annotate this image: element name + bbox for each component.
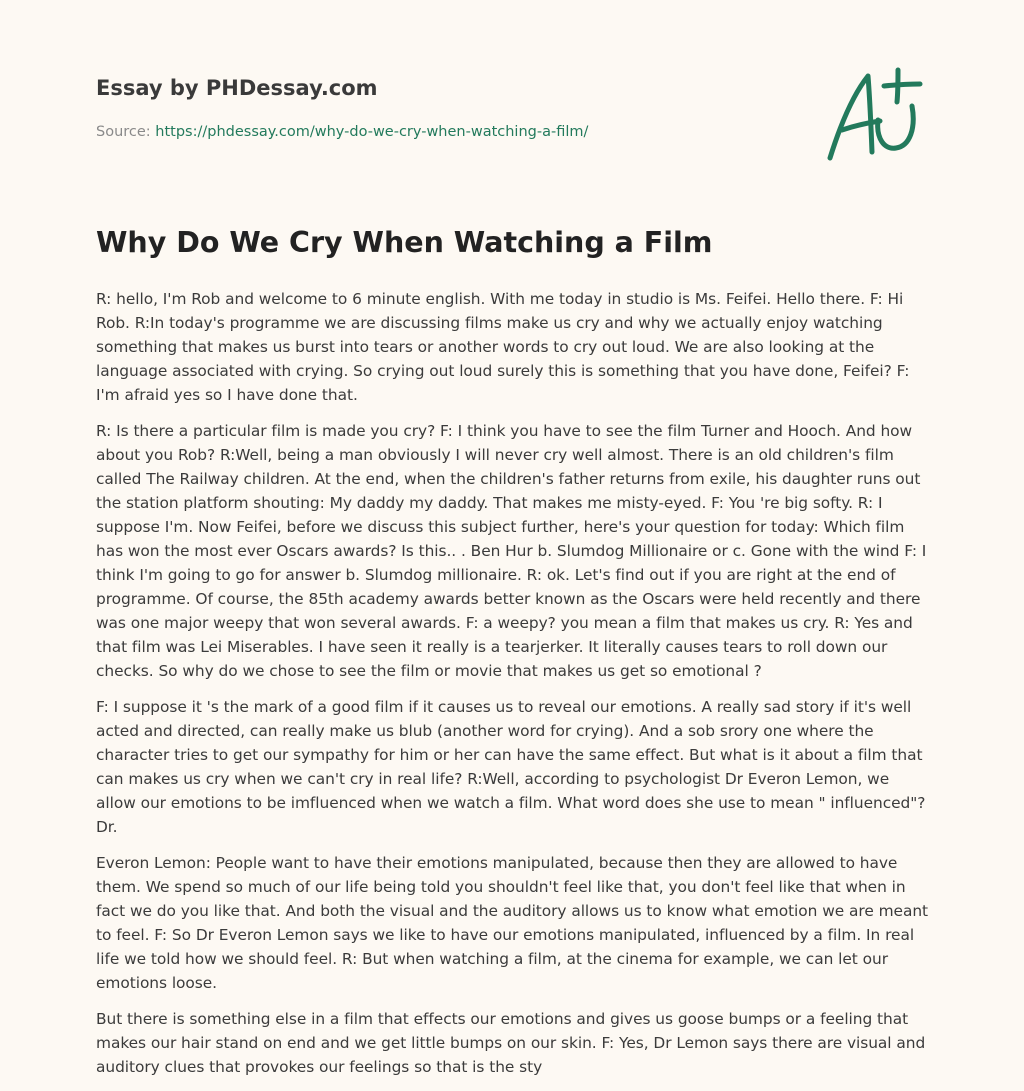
source-label: Source: bbox=[96, 124, 151, 140]
essay-paragraph: Everon Lemon: People want to have their emotions manipulated, because then they are allowed to have them. We spend so much of our life being told you shouldn't feel like that, you don't feel like that when in fact we do you like that. And both the visual and the auditory allows us to know what emotion we are meant to feel. F: So Dr Everon Lemon says we like to have our emotions manipulated, influenced by a film. In real life we told how we should feel. R: But when watching a film, at the cinema for example, we can let our emotions loose. bbox=[96, 854, 929, 992]
source-link[interactable]: https://phdessay.com/why-do-we-cry-when-watching-a-film/ bbox=[155, 124, 589, 140]
essay-paragraph: F: I suppose it 's the mark of a good film if it causes us to reveal our emotions. A really sad story if it's well acted and directed, can really make us blub (another word for crying). And a sob srory one where the character tries to get our sympathy for him or her can have the same effect. But what is it about a film that can makes us cry when we can't cry in real life? R:Well, according to psychologist Dr Everon Lemon, we allow our emotions to be imfluenced when we watch a film. What word does she use to mean " influenced"? Dr. bbox=[96, 698, 926, 836]
site-title: Essay by PHDessay.com bbox=[96, 76, 378, 100]
a-plus-grade-icon bbox=[820, 66, 930, 166]
essay-body bbox=[96, 287, 932, 1091]
essay-paragraph: R: hello, I'm Rob and welcome to 6 minute english. With me today in studio is Ms. Feifei. Hello there. F: Hi Rob. R:In today's programme we are discussing films make us cry and why we actually enjoy watching something that makes us burst into tears or another words to cry out loud. We are also looking at the language associated with crying. So crying out loud surely this is something that you have done, Feifei? F: I'm afraid yes so I have done that. bbox=[96, 290, 910, 404]
source-line bbox=[96, 124, 588, 140]
essay-title: Why Do We Cry When Watching a Film bbox=[96, 226, 713, 259]
page-header bbox=[0, 0, 1024, 200]
essay-paragraph: R: Is there a particular film is made you cry? F: I think you have to see the film Turner and Hooch. And how about you Rob? R:Well, being a man obviously I will never cry well almost. There is an old children's film called The Railway children. At the end, when the children's father returns from exile, his daughter runs out the station platform shouting: My daddy my daddy. That makes me misty-eyed. F: You 're big softy. R: I suppose I'm. Now Feifei, before we discuss this subject further, here's your question for today: Which film has won the most ever Oscars awards? Is this.. . Ben Hur b. Slumdog Millionaire or c. Gone with the wind F: I think I'm going to go for answer b. Slumdog millionaire. R: ok. Let's find out if you are right at the end of programme. Of course, the 85th academy awards better known as the Oscars were held recently and there was one major weepy that won several awards. F: a weepy? you mean a film that makes us cry. R: Yes and that film was Lei Miserables. I have seen it really is a tearjerker. It literally causes tears to roll down our checks. So why do we chose to see the film or movie that makes us get so emotional ? bbox=[96, 422, 927, 680]
essay-paragraph: But there is something else in a film that effects our emotions and gives us goose bumps or a feeling that makes our hair stand on end and we get little bumps on our skin. F: Yes, Dr Lemon says there are visual and auditory clues that provokes our feelings so that is the sty bbox=[96, 1010, 926, 1076]
